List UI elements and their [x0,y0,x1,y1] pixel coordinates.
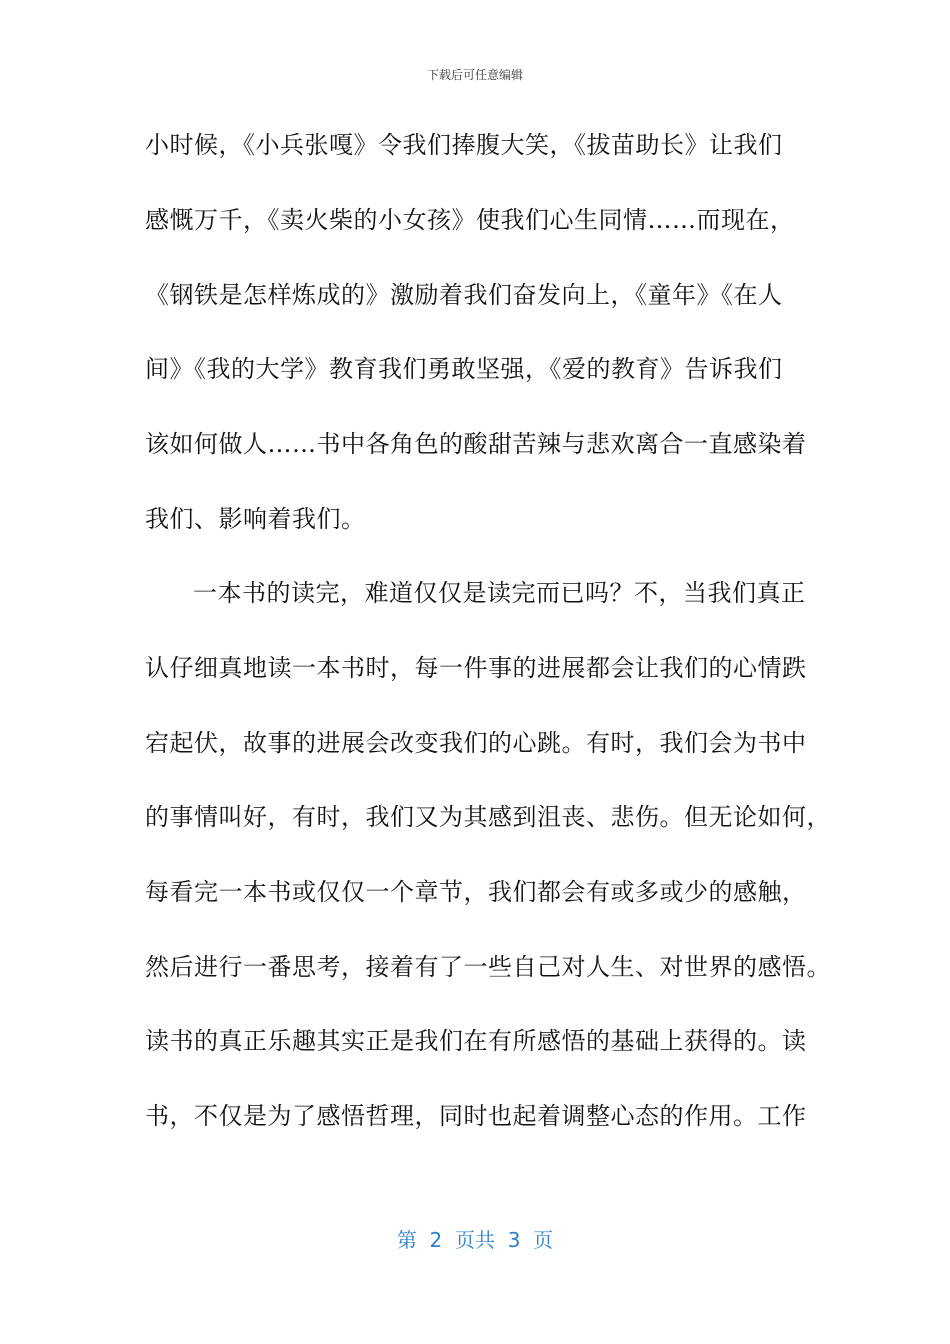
text-line: 该如何做人……书中各角色的酸甜苦辣与悲欢离合一直感染着 [145,430,807,458]
text-line: 感慨万千，《卖火柴的小女孩》使我们心生同情……而现在， [145,206,795,234]
text-line: 然后进行一番思考，接着有了一些自己对人生、对世界的感悟。 [145,953,831,981]
text-line: 认仔细真地读一本书时，每一件事的进展都会让我们的心情跌 [145,654,807,682]
text-line: 书，不仅是为了感悟哲理，同时也起着调整心态的作用。工作 [145,1102,807,1130]
text-line: 读书的真正乐趣其实正是我们在有所感悟的基础上获得的。读 [145,1027,807,1055]
text-line: 我们、影响着我们。 [145,505,366,533]
text-line: 《钢铁是怎样炼成的》激励着我们奋发向上，《童年》《在人 [145,281,783,309]
text-line: 每看完一本书或仅仅一个章节，我们都会有或多或少的感触， [145,878,807,906]
text-line: 的事情叫好，有时，我们又为其感到沮丧、悲伤。但无论如何， [145,803,831,831]
page-header: 下载后可任意编辑 [426,68,523,82]
text-line: 宕起伏，故事的进展会改变我们的心跳。有时，我们会为书中 [145,729,807,757]
paragraph-first-line: 一本书的读完，难道仅仅是读完而已吗？不，当我们真正 [193,579,806,607]
page-number-footer: 第 2 页共 3 页 [396,1228,554,1252]
text-line: 小时候，《小兵张嘎》令我们捧腹大笑，《拔苗助长》让我们 [145,131,783,159]
text-line: 间》《我的大学》教育我们勇敢坚强，《爱的教育》告诉我们 [145,355,783,383]
